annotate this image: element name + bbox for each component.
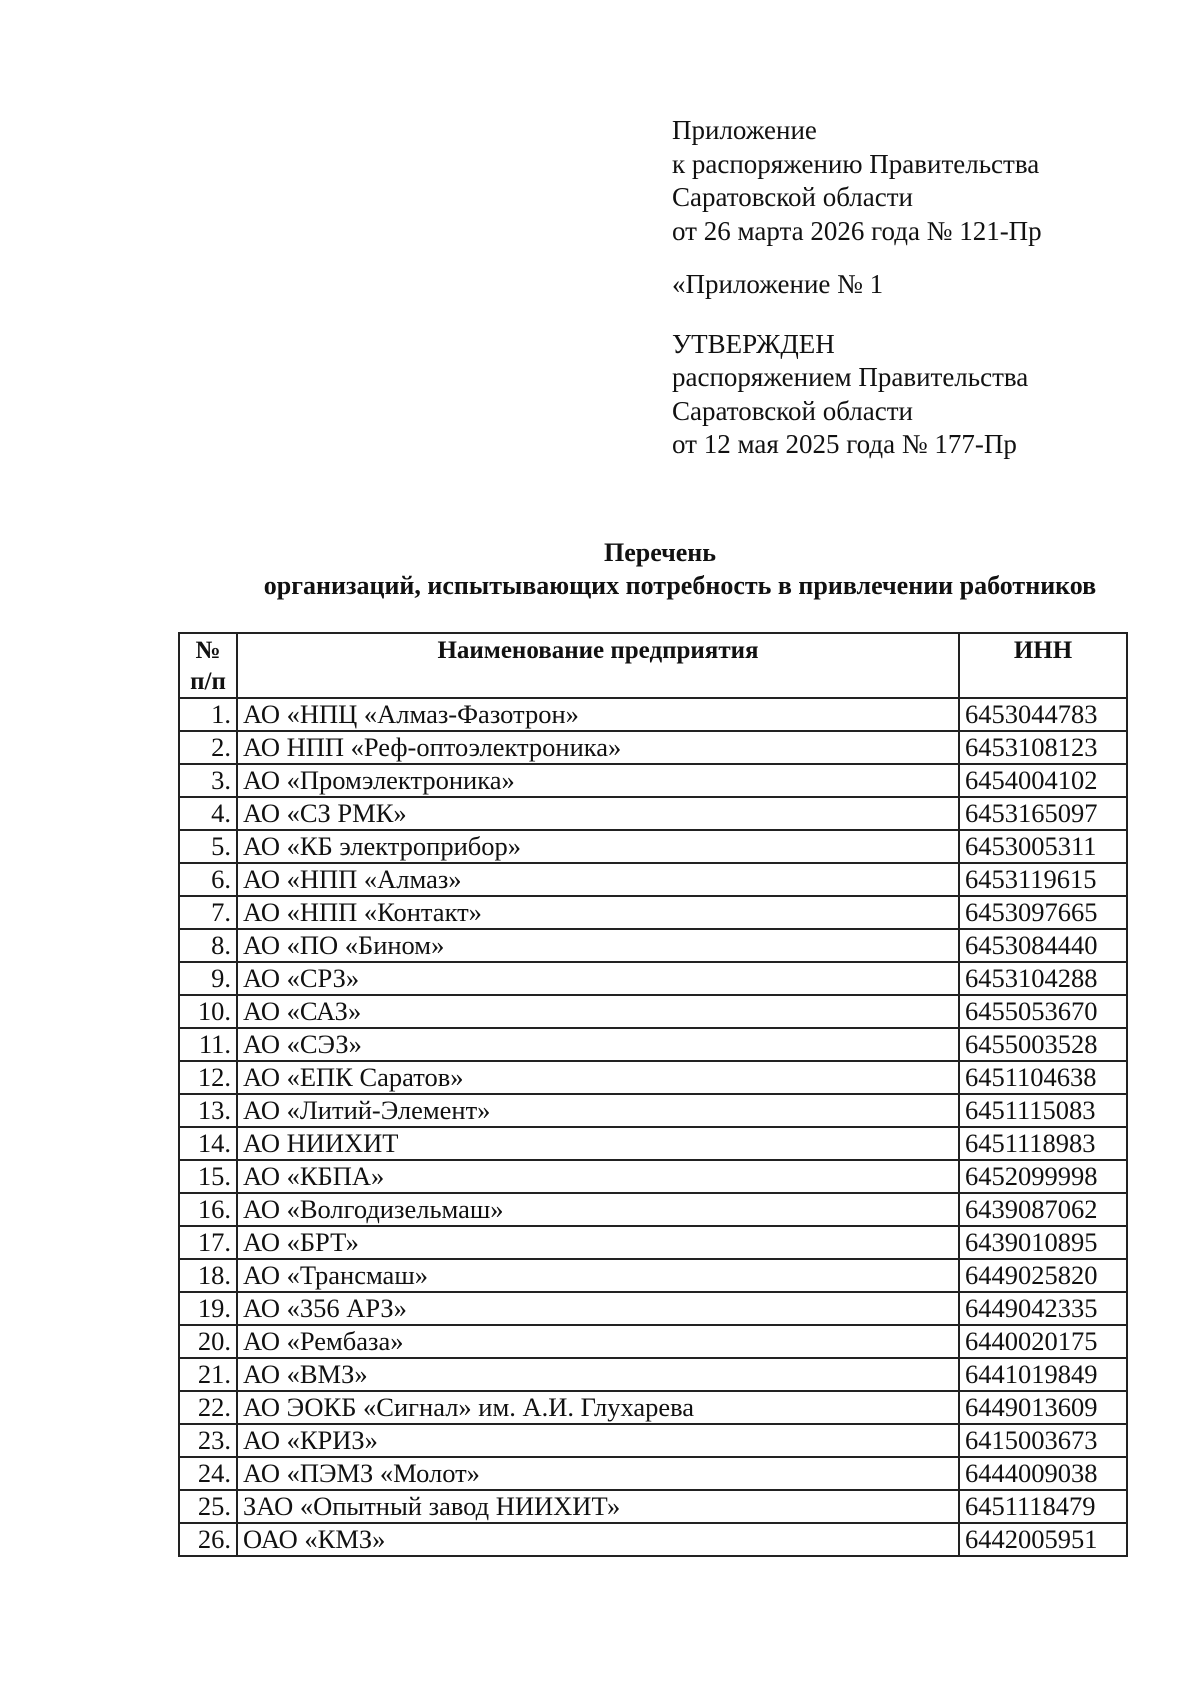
table-row [179,1523,1127,1556]
organization-inn: 6453097665 [959,896,1127,929]
row-number: 24. [179,1457,237,1490]
title-line-2: организаций, испытывающих потребность в привлечении работников [263,571,1097,600]
table-body [179,698,1127,1556]
organization-inn: 6451115083 [959,1094,1127,1127]
table-row [179,1259,1127,1292]
organization-name: ЗАО «Опытный завод НИИХИТ» [237,1490,959,1523]
organization-inn: 6439010895 [959,1226,1127,1259]
organization-inn: 6452099998 [959,1160,1127,1193]
document-title [160,536,1160,602]
organization-name: АО «СЭЗ» [237,1028,959,1061]
row-number: 17. [179,1226,237,1259]
row-number: 3. [179,764,237,797]
header-name: Наименование предприятия [237,633,959,698]
row-number: 16. [179,1193,237,1226]
organization-inn: 6455003528 [959,1028,1127,1061]
approved-line: распоряжением Правительства [672,362,1029,392]
organization-inn: 6415003673 [959,1424,1127,1457]
organization-name: АО «ВМЗ» [237,1358,959,1391]
organization-name: АО НПП «Реф-оптоэлектроника» [237,731,959,764]
row-number: 20. [179,1325,237,1358]
organization-inn: 6439087062 [959,1193,1127,1226]
organization-name: АО ЭОКБ «Сигнал» им. А.И. Глухарева [237,1391,959,1424]
organization-inn: 6453044783 [959,698,1127,731]
row-number: 7. [179,896,237,929]
organization-name: АО «КБПА» [237,1160,959,1193]
appendix-line: Саратовской области [672,182,913,212]
organization-inn: 6451118479 [959,1490,1127,1523]
table-row [179,698,1127,731]
table-row [179,1490,1127,1523]
header-number-line-1: № [195,637,221,664]
row-number: 15. [179,1160,237,1193]
organization-name: АО «БРТ» [237,1226,959,1259]
table-row [179,1325,1127,1358]
table-row [179,863,1127,896]
organization-inn: 6453119615 [959,863,1127,896]
organization-name: АО «КБ электроприбор» [237,830,959,863]
approved-line: от 12 мая 2025 года № 177-Пр [672,429,1017,459]
row-number: 21. [179,1358,237,1391]
table-row [179,896,1127,929]
table-row [179,1226,1127,1259]
organization-inn: 6444009038 [959,1457,1127,1490]
appendix-reference: «Приложение № 1 [672,269,884,299]
table-row [179,764,1127,797]
organization-inn: 6453084440 [959,929,1127,962]
row-number: 6. [179,863,237,896]
header-inn: ИНН [959,633,1127,698]
organizations-table [178,632,1128,1557]
row-number: 10. [179,995,237,1028]
row-number: 11. [179,1028,237,1061]
table-row [179,1061,1127,1094]
row-number: 1. [179,698,237,731]
organization-name: АО «НПЦ «Алмаз-Фазотрон» [237,698,959,731]
organization-name: АО «НПП «Алмаз» [237,863,959,896]
organization-inn: 6453005311 [959,830,1127,863]
appendix-line: от 26 марта 2026 года № 121-Пр [672,215,1042,246]
row-number: 13. [179,1094,237,1127]
table-row [179,1160,1127,1193]
organization-name: АО «КРИЗ» [237,1424,959,1457]
organization-inn: 6453108123 [959,731,1127,764]
table-row [179,1457,1127,1490]
row-number: 25. [179,1490,237,1523]
organization-name: ОАО «КМЗ» [237,1523,959,1556]
organization-name: АО «СРЗ» [237,962,959,995]
organization-name: АО «Промэлектроника» [237,764,959,797]
row-number: 22. [179,1391,237,1424]
table-header-row [179,633,1127,698]
row-number: 14. [179,1127,237,1160]
organization-name: АО «ЕПК Саратов» [237,1061,959,1094]
appendix-block [672,114,1172,462]
organization-inn: 6449042335 [959,1292,1127,1325]
appendix-line: Приложение [672,115,817,145]
organization-inn: 6453165097 [959,797,1127,830]
organization-name: АО «ПЭМЗ «Молот» [237,1457,959,1490]
approved-heading: УТВЕРЖДЕН [672,328,835,359]
organization-name: АО «356 АРЗ» [237,1292,959,1325]
table-row [179,929,1127,962]
table-row [179,995,1127,1028]
organization-name: АО «СЗ РМК» [237,797,959,830]
table-row [179,1292,1127,1325]
table-row [179,962,1127,995]
organization-inn: 6455053670 [959,995,1127,1028]
organization-inn: 6451118983 [959,1127,1127,1160]
organization-inn: 6454004102 [959,764,1127,797]
approved-line: Саратовской области [672,395,913,426]
row-number: 2. [179,731,237,764]
table-row [179,1193,1127,1226]
row-number: 12. [179,1061,237,1094]
organization-inn: 6451104638 [959,1061,1127,1094]
table-row [179,830,1127,863]
organization-name: АО «Литий-Элемент» [237,1094,959,1127]
organization-name: АО «НПП «Контакт» [237,896,959,929]
organization-inn: 6449025820 [959,1259,1127,1292]
organization-inn: 6449013609 [959,1391,1127,1424]
organization-name: АО «САЗ» [237,995,959,1028]
row-number: 23. [179,1424,237,1457]
table-row [179,731,1127,764]
row-number: 19. [179,1292,237,1325]
table-row [179,1391,1127,1424]
appendix-line: к распоряжению Правительства [672,148,1040,179]
row-number: 8. [179,929,237,962]
table-row [179,1094,1127,1127]
organization-inn: 6441019849 [959,1358,1127,1391]
header-number [179,633,237,698]
row-number: 26. [179,1523,237,1556]
header-number-line-2: п/п [190,668,226,695]
organization-name: АО «ПО «Бином» [237,929,959,962]
row-number: 9. [179,962,237,995]
organization-inn: 6453104288 [959,962,1127,995]
organization-name: АО «Волгодизельмаш» [237,1193,959,1226]
table-row [179,1127,1127,1160]
organization-name: АО НИИХИТ [237,1127,959,1160]
row-number: 4. [179,797,237,830]
organization-name: АО «Рембаза» [237,1325,959,1358]
row-number: 18. [179,1259,237,1292]
table-row [179,1358,1127,1391]
title-line-1: Перечень [603,538,717,567]
organization-name: АО «Трансмаш» [237,1259,959,1292]
row-number: 5. [179,830,237,863]
organization-inn: 6442005951 [959,1523,1127,1556]
table-row [179,797,1127,830]
table-row [179,1028,1127,1061]
table-row [179,1424,1127,1457]
organization-inn: 6440020175 [959,1325,1127,1358]
